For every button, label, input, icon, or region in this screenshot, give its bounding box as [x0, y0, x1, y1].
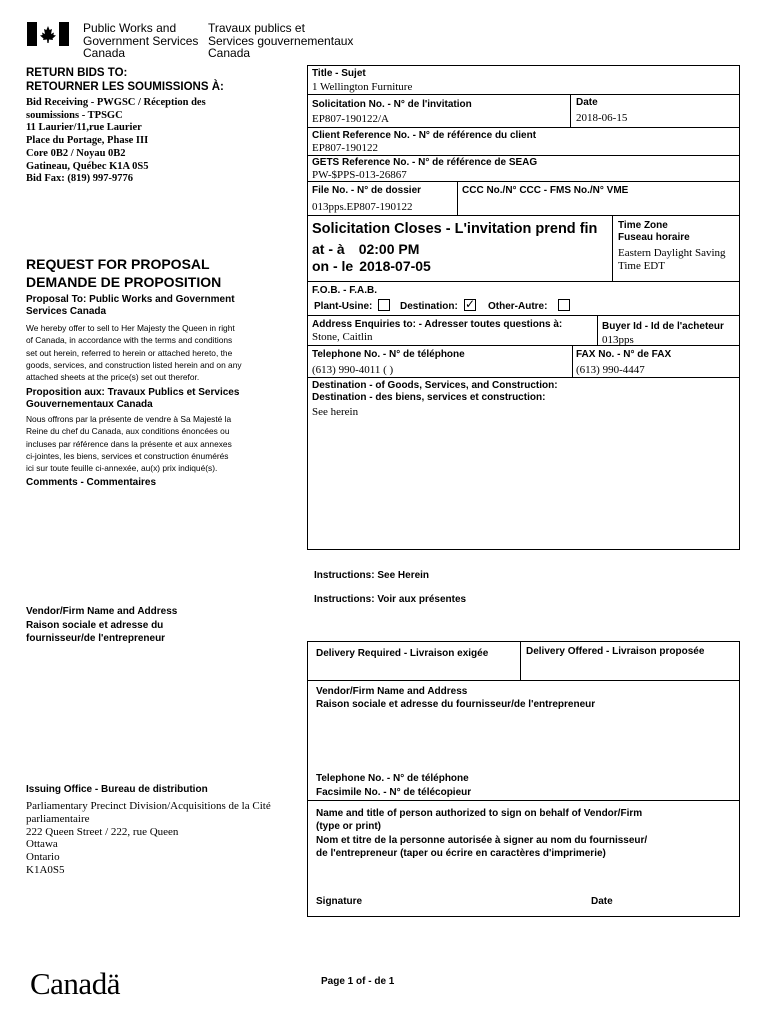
- address-enquiries-label: Address Enquiries to: - Adresser toutes questions à:: [312, 319, 563, 330]
- return-bids-heading: RETURN BIDS TO: RETOURNER LES SOUMISSIONS À:: [26, 67, 224, 93]
- proposal-to-body: We hereby offer to sell to Her Majesty the Queen in right of Canada, in accordance with the terms and conditions set out herein, referred to herein or attached hereto, the goods, services, and construction listed herein and on any attached sheets at the price(s) set out therefor.: [26, 323, 242, 383]
- destination-label: Destination:: [400, 301, 458, 312]
- solicitation-no-value: EP807-190122/A: [312, 113, 389, 125]
- bid-receiving-address: Bid Receiving - PWGSC / Réception des soumissions - TPSGC 11 Laurier/11,rue Laurier Place du Portage, Phase III Core 0B2 / Noyau 0B2 Gatineau, Québec K1A 0S5 Bid Fax: (819) 997-9776: [26, 97, 206, 185]
- client-reference-label: Client Reference No. - N° de référence du client: [312, 130, 537, 141]
- client-reference-value: EP807-190122: [312, 142, 378, 154]
- file-no-label: File No. - N° de dossier: [312, 185, 422, 196]
- page-number: Page 1 of - de 1: [321, 976, 395, 987]
- destination-goods-label: Destination - of Goods, Services, and Construction: Destination - des biens, services et construction:: [312, 380, 558, 403]
- signature-date-label: Date: [591, 896, 613, 907]
- checkmark-icon: ✓: [465, 297, 476, 311]
- proposition-aux-heading: Proposition aux: Travaux Publics et Services Gouvernementaux Canada: [26, 387, 240, 410]
- canada-flag-icon: [27, 22, 69, 46]
- buyer-id-label: Buyer Id - Id de l'acheteur: [602, 321, 724, 332]
- closing-time: at - à 02:00 PM: [312, 241, 420, 257]
- buyer-id-value: 013pps: [602, 334, 634, 346]
- title-label: Title - Sujet: [312, 68, 366, 79]
- department-name-en: Public Works and Government Services Canada: [83, 21, 199, 60]
- destination-checkbox[interactable]: [464, 299, 476, 311]
- canada-wordmark: Canadä: [30, 966, 120, 1001]
- closing-date: on - le 2018-07-05: [312, 258, 431, 274]
- solicitation-closes-label: Solicitation Closes - L'invitation prend fin: [312, 221, 598, 237]
- file-no-value: 013pps.EP807-190122: [312, 201, 413, 213]
- department-name-fr: Travaux publics et Services gouvernementaux Canada: [208, 21, 354, 60]
- phone-fax-labels: Telephone No. - N° de téléphone Facsimile No. - N° de télécopieur: [316, 773, 472, 798]
- date-label: Date: [576, 97, 598, 108]
- plant-checkbox[interactable]: [378, 299, 390, 311]
- vendor-name-address-label: Vendor/Firm Name and Address Raison sociale et adresse du fournisseur/de l'entrepreneur: [26, 606, 178, 644]
- fax-label: FAX No. - N° de FAX: [576, 349, 672, 360]
- delivery-required-label: Delivery Required - Livraison exigée: [316, 648, 489, 659]
- instructions-en: Instructions: See Herein: [314, 570, 430, 581]
- proposal-to-heading: Proposal To: Public Works and Government Services Canada: [26, 294, 235, 317]
- fob-label: F.O.B. - F.A.B.: [312, 285, 377, 296]
- time-zone-value: Eastern Daylight Saving Time EDT: [618, 247, 726, 272]
- title-value: 1 Wellington Furniture: [312, 81, 413, 93]
- ccc-no-label: CCC No./N° CCC - FMS No./N° VME: [462, 185, 629, 196]
- instructions-fr: Instructions: Voir aux présentes: [314, 594, 467, 605]
- issuing-office-address: Parliamentary Precinct Division/Acquisitions de la Cité parliamentaire 222 Queen Street / 222, rue Queen Ottawa Ontario K1A0S5: [26, 800, 271, 876]
- plant-label: Plant-Usine:: [314, 301, 373, 312]
- signature-label: Signature: [316, 896, 363, 907]
- gets-reference-label: GETS Reference No. - N° de référence de SEAG: [312, 157, 538, 168]
- rfp-title: REQUEST FOR PROPOSAL DEMANDE DE PROPOSITION: [26, 256, 222, 290]
- address-enquiries-value: Stone, Caitlin: [312, 331, 373, 343]
- comments-label: Comments - Commentaires: [26, 477, 157, 488]
- issuing-office-label: Issuing Office - Bureau de distribution: [26, 784, 208, 795]
- gets-reference-value: PW-$PPS-013-26867: [312, 169, 407, 181]
- other-checkbox[interactable]: [558, 299, 570, 311]
- delivery-offered-label: Delivery Offered - Livraison proposée: [526, 646, 705, 657]
- destination-goods-value: See herein: [312, 406, 359, 418]
- solicitation-no-label: Solicitation No. - N° de l'invitation: [312, 99, 472, 110]
- other-label: Other-Autre:: [488, 301, 548, 312]
- proposition-aux-body: Nous offrons par la présente de vendre à Sa Majesté la Reine du chef du Canada, aux conditions énoncées ou incluses par référence dans la présente et aux annexes ci-jointes, les biens, services et construction énumérés ici sur toute feuille ci-annexée, au(x) prix indiqué(s).: [26, 414, 232, 474]
- telephone-label: Telephone No. - N° de téléphone: [312, 349, 465, 360]
- vendor-firm-label: Vendor/Firm Name and Address Raison sociale et adresse du fournisseur/de l'entrepreneur: [316, 686, 596, 710]
- time-zone-label: Time Zone Fuseau horaire: [618, 220, 690, 243]
- date-value: 2018-06-15: [576, 112, 628, 124]
- fax-value: (613) 990-4447: [576, 364, 645, 376]
- authorized-person-label: Name and title of person authorized to sign on behalf of Vendor/Firm (type or print) Nom et titre de la personne autorisée à signer au nom du fournisseur/ de l'entrepreneur (taper ou écrire en caractères d'imprimerie): [316, 808, 648, 859]
- telephone-value: (613) 990-4011 ( ): [312, 364, 394, 376]
